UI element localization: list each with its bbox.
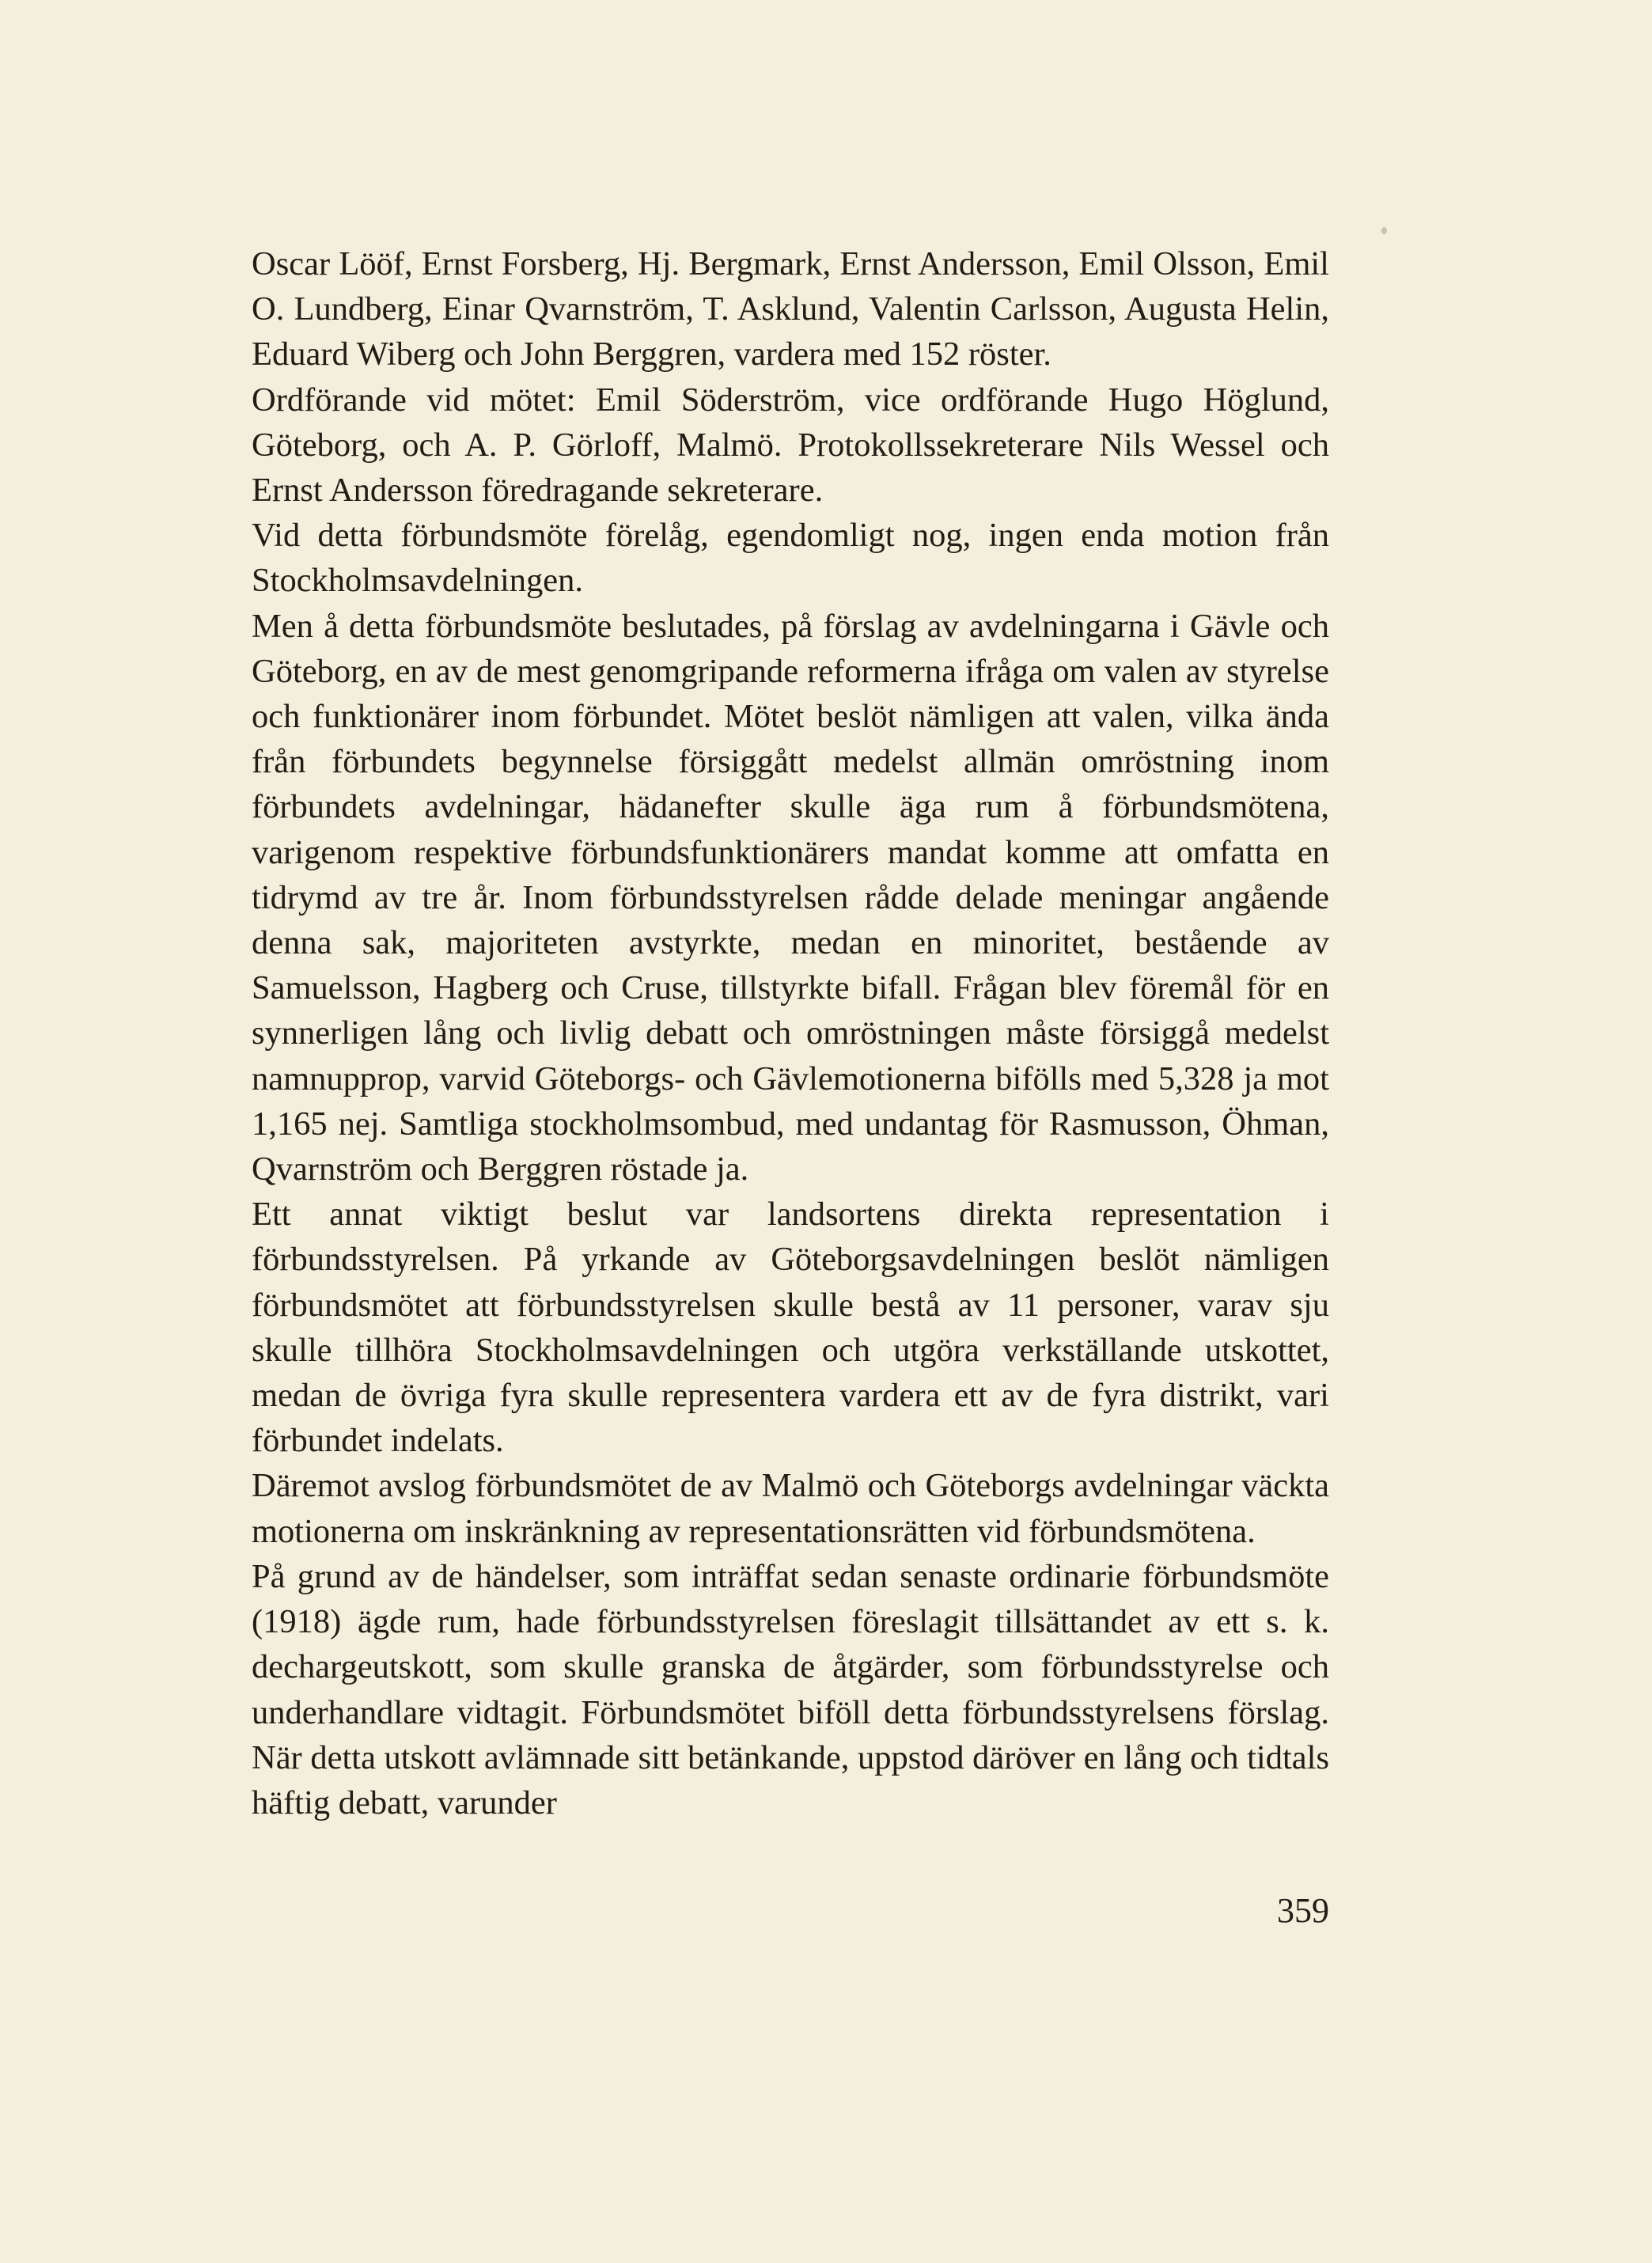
paper-speck [1381, 227, 1387, 234]
paragraph-7: På grund av de händelser, som inträffat sedan senaste ordinarie förbundsmöte (1918) ägde rum, hade förbundsstyrelsen föreslagit tillsättandet av ett s. k. dechargeutskott, som skulle granska de åtgärder, som förbundsstyrelse och underhandlare vidtagit. Förbundsmötet biföll detta förbundsstyrelsens förslag. När detta utskott avlämnade sitt betänkande, uppstod däröver en lång och tidtals häftig debatt, varunder [252, 1557, 1329, 1821]
paragraph-3: Vid detta förbundsmöte förelåg, egendomligt nog, ingen enda motion från Stockholmsavdelningen. [252, 517, 1329, 600]
page-number: 359 [1277, 1891, 1329, 1930]
paragraph-4: Men å detta förbundsmöte beslutades, på förslag av avdelningarna i Gävle och Göteborg, en av de mest genomgripande reformerna ifråga om valen av styrelse och funktionärer inom förbundet. Mötet beslöt nämligen att valen, vilka ända från förbundets begynnelse försiggått medelst allmän omröstning inom förbundets avdelningar, hädanefter skulle äga rum å förbundsmötena, varigenom respektive förbundsfunktionärers mandat komme att omfatta en tidrymd av tre år. Inom förbundsstyrelsen rådde delade meningar angående denna sak, majoriteten avstyrkte, medan en minoritet, bestående av Samuelsson, Hagberg och Cruse, tillstyrkte bifall. Frågan blev föremål för en synnerligen lång och livlig debatt och omröstningen måste försiggå medelst namnupprop, varvid Göteborgs- och Gävlemotionerna bifölls med 5,328 ja mot 1,165 nej. Samtliga stockholmsombud, med undantag för Rasmusson, Öhman, Qvarnström och Berggren röstade ja. [252, 607, 1329, 1188]
paragraph-5: Ett annat viktigt beslut var landsortens direkta representation i förbundsstyrelsen. På yrkande av Göteborgsavdelningen beslöt nämligen förbundsmötet att förbundsstyrelsen skulle bestå av 11 personer, varav sju skulle tillhöra Stockholmsavdelningen och utgöra verkställande utskottet, medan de övriga fyra skulle representera vardera ett av de fyra distrikt, vari förbundet indelats. [252, 1196, 1329, 1460]
paragraph-6: Däremot avslog förbundsmötet de av Malmö och Göteborgs avdelningar väckta motionerna om inskränkning av representationsrätten vid förbundsmötena. [252, 1467, 1329, 1550]
paragraph-2: Ordförande vid mötet: Emil Söderström, vice ordförande Hugo Höglund, Göteborg, och A. P. Görloff, Malmö. Protokollssekreterare Nils Wessel och Ernst Andersson föredragande sekreterare. [252, 381, 1329, 510]
paragraph-1: Oscar Lööf, Ernst Forsberg, Hj. Bergmark, Ernst Andersson, Emil Olsson, Emil O. Lundberg, Einar Qvarnström, T. Asklund, Valentin Carlsson, Augusta Helin, Eduard Wiberg och John Berggren, vardera med 152 röster. [252, 245, 1329, 373]
body-text [252, 241, 1329, 1825]
